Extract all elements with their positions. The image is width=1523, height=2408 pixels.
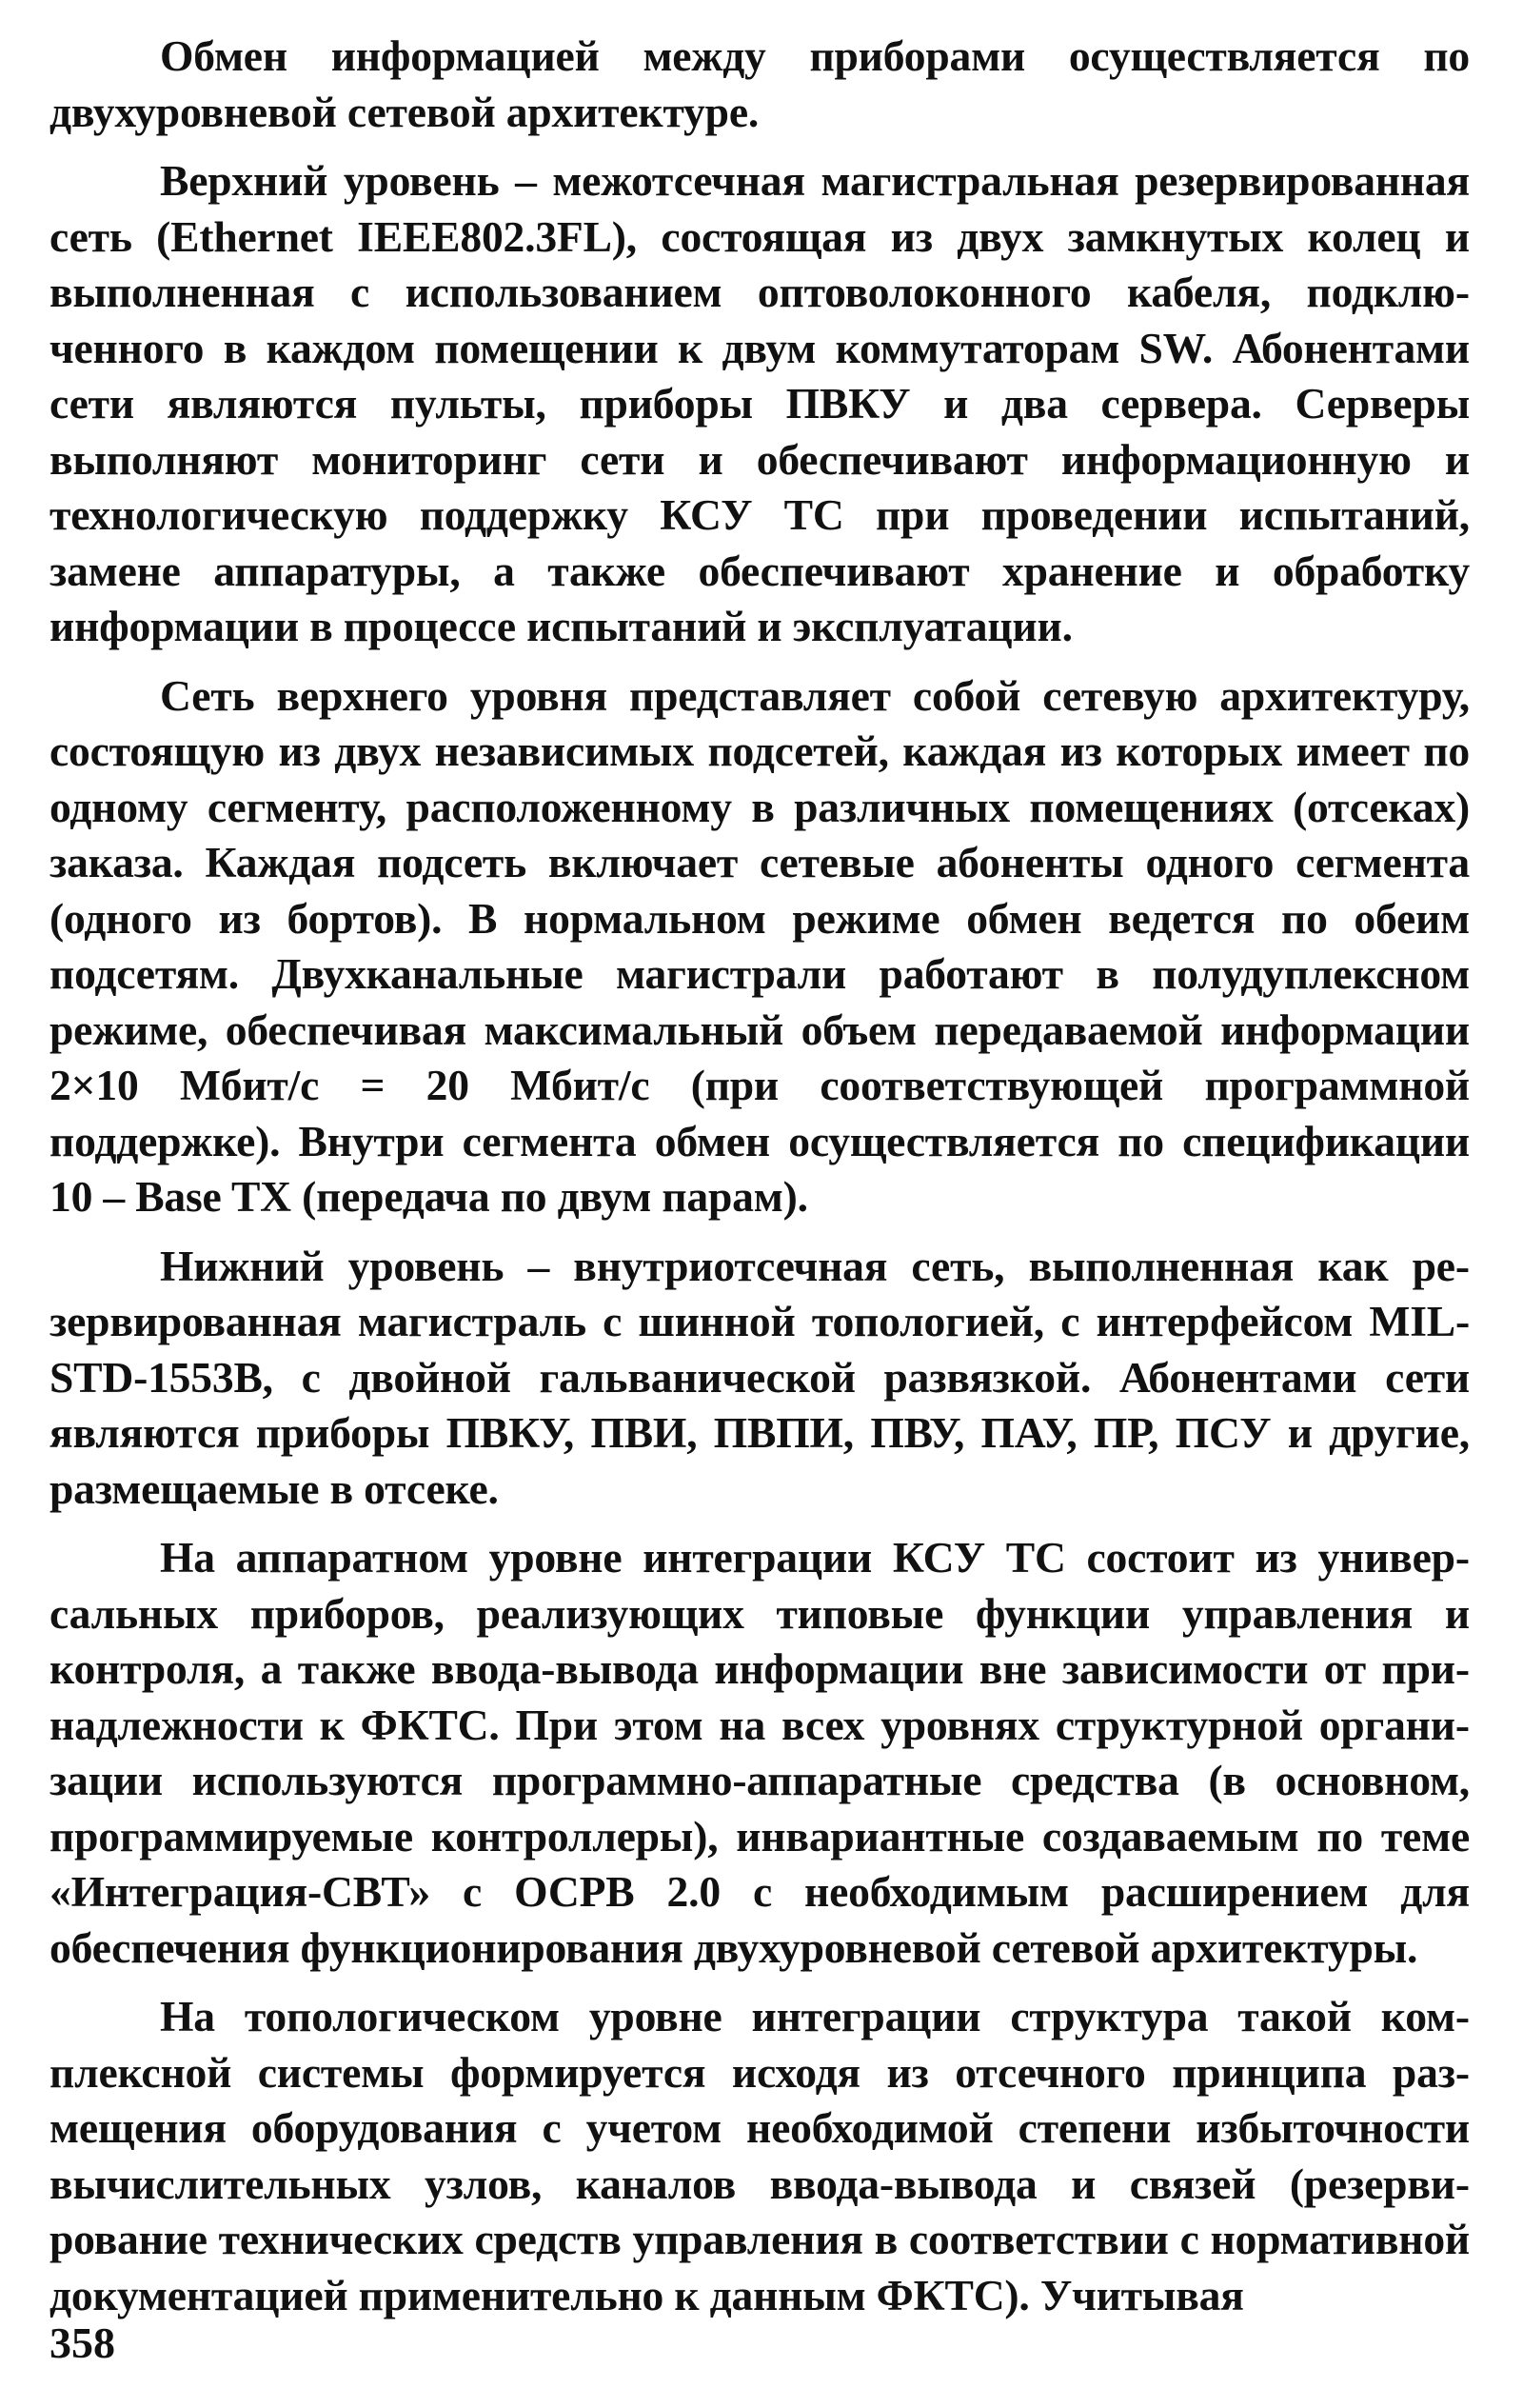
paragraph-4: Нижний уровень – внутриотсечная сеть, выполненная как резервированная магистраль с шинной топологией, с интерфейсом MIL-STD-1553B, с двойной гальванической развязкой. Абонентами сети являются приборы ПВКУ, ПВИ, ПВПИ, ПВУ, ПАУ, ПР, ПСУ и другие, размещаемые в отсеке. xyxy=(49,1241,1470,1513)
page-number: 358 xyxy=(49,2318,115,2367)
paragraph-1: Обмен информацией между приборами осуществляется по двухуровневой сетевой архитектуре. xyxy=(49,31,1470,136)
paragraph-3: Сеть верхнего уровня представляет собой сетевую архитектуру, состоящую из двух независимых подсетей, каждая из которых имеет по одному сегменту, расположенному в различных помещениях (отсеках) заказа. Каждая подсеть включает сетевые абоненты одного сегмента (одного из бортов). В нормальном режиме обмен ведется по обеим подсетям. Двухканальные магистрали работают в полудуплексном режиме, обеспечивая максимальный объем передаваемой информации 2×10 Мбит/с = 20 Мбит/с (при соответствующей программной поддержке). Внутри сегмента обмен осуществляется по спецификации 10 – Base TX (передача по двум парам). xyxy=(49,670,1470,1221)
paragraph-2: Верхний уровень – межотсечная магистральная резервированная сеть (Ethernet IEEE802.3FL), состоящая из двух замкнутых колец и выполненная с использованием оптоволоконного кабеля, подключенного в каждом помещении к двум коммутаторам SW. Абонентами сети являются пульты, приборы ПВКУ и два сервера. Серверы выполняют мониторинг сети и обеспечивают информационную и технологическую поддержку КСУ ТС при проведении испытаний, замене аппаратуры, а также обеспечивают хранение и обработку информации в процессе испытаний и эксплуатации. xyxy=(49,156,1470,650)
body-text xyxy=(49,29,1470,2337)
paragraph-6: На топологическом уровне интеграции структура такой комплексной системы формируется исходя из отсечного принципа размещения оборудования с учетом необходимой степени избыточности вычислительных узлов, каналов ввода-вывода и связей (резервирование технических средств управления в соответствии с нормативной документацией применительно к данным ФКТС). Учитывая xyxy=(49,1992,1470,2319)
paragraph-5: На аппаратном уровне интеграции КСУ ТС состоит из универсальных приборов, реализующих типовые функции управления и контроля, а также ввода-вывода информации вне зависимости от принадлежности к ФКТС. При этом на всех уровнях структурной организации используются программно-аппаратные средства (в основном, программируемые контроллеры), инвариантные создаваемым по теме «Интеграция-СВТ» с ОСРВ 2.0 с необходимым расширением для обеспечения функционирования двухуровневой сетевой архитектуры. xyxy=(49,1533,1470,1972)
